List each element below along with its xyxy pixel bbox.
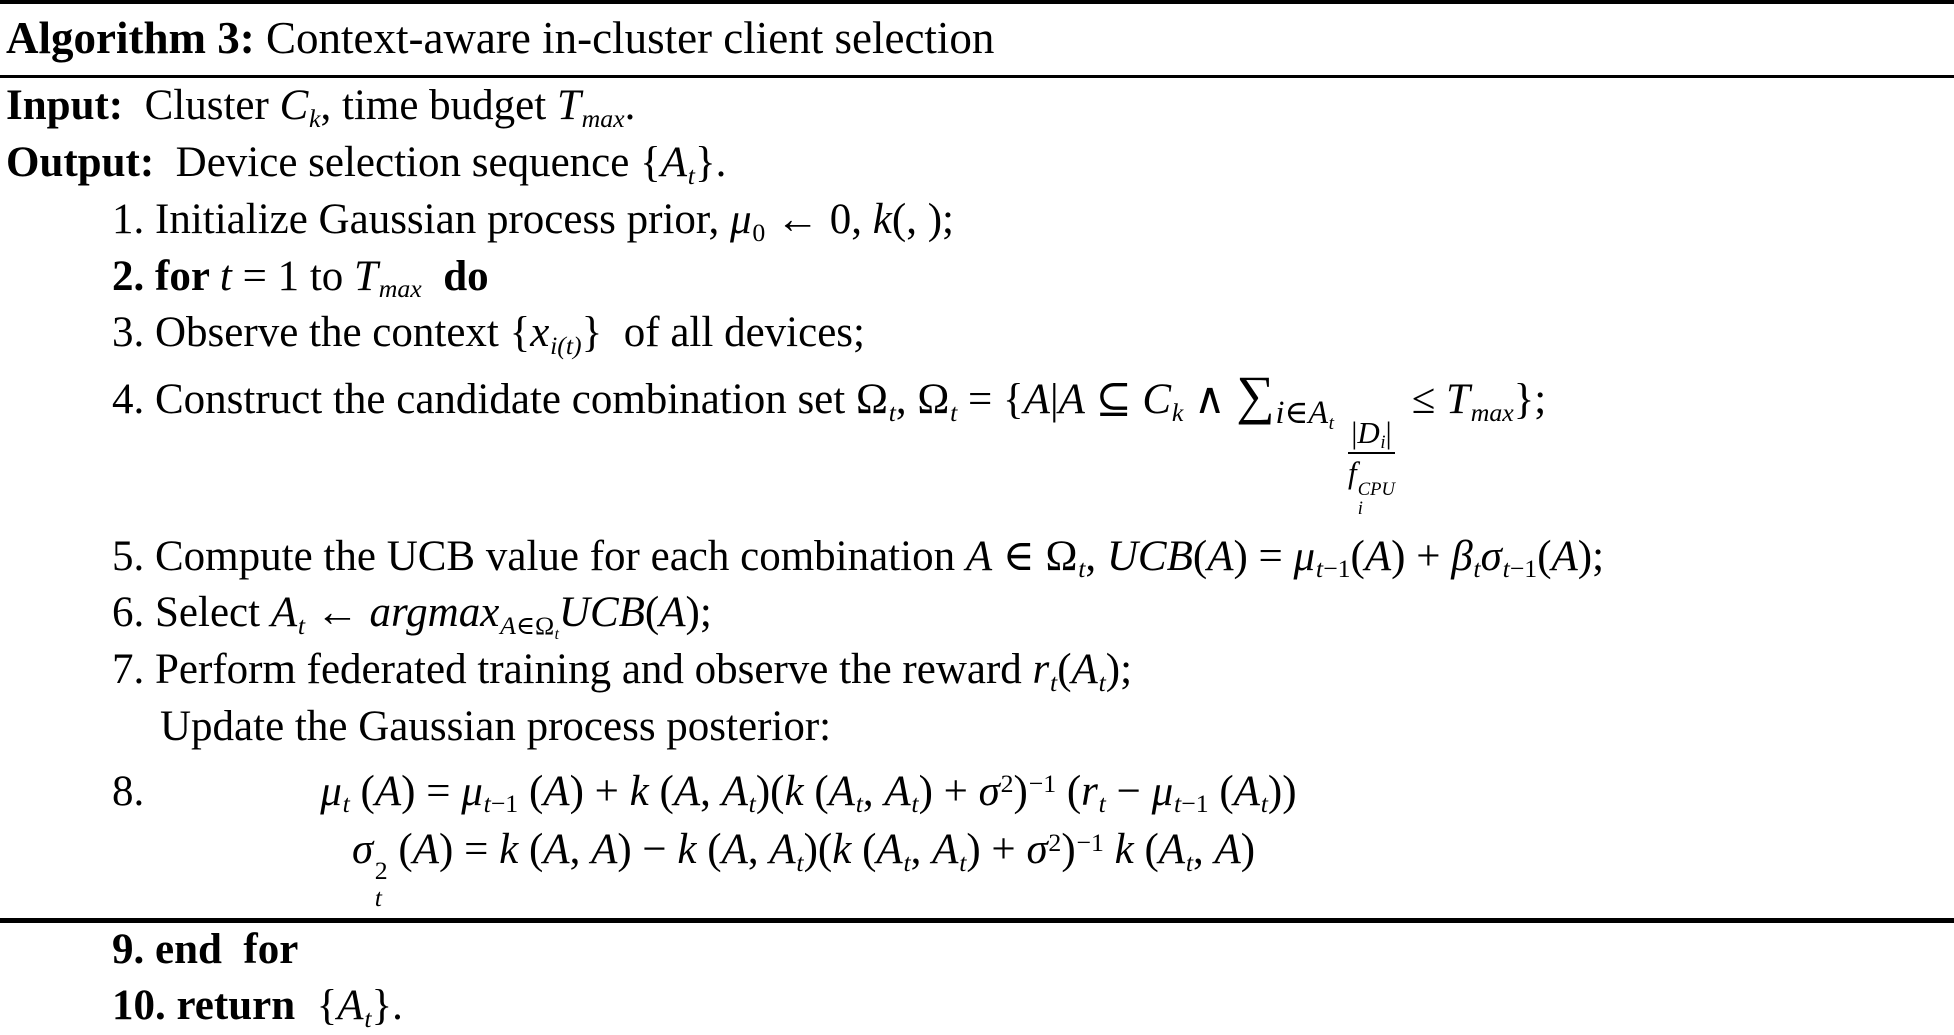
text-run: ( [1056,767,1082,815]
text-run: A [721,826,748,874]
text-run: f CPU i [1348,455,1395,520]
text-run: A [1207,532,1234,580]
text-run: i [1275,393,1285,430]
text-run: t [796,848,804,878]
text-run: Device selection sequence { [154,139,661,187]
text-run: CPU [1357,478,1395,500]
text-run: ) + [966,826,1027,874]
text-run: −1 [1076,827,1104,857]
text-run: ( [1350,532,1365,580]
step-3 [0,305,1954,362]
text-run: ) + [1391,532,1452,580]
text-run: Cluster [123,82,280,130]
superscript [1048,828,1061,857]
text-run: ( [387,826,413,874]
superscript [1358,480,1395,500]
text-run: t [1473,554,1481,584]
text-run: ) [1240,826,1256,874]
update-line [0,699,1954,756]
text-run: Tmax [556,82,625,134]
text-run: Tmax [1446,376,1514,427]
text-run: ( [1133,826,1159,874]
text-run: At [660,139,695,190]
subscript [343,789,350,818]
text-run: −1 [1181,789,1209,819]
subscript [1380,432,1385,453]
text-run: { [305,982,338,1030]
subscript [500,611,559,643]
text-run: rt [1032,646,1058,697]
subscript [582,104,625,133]
subscript [1078,554,1085,583]
text-run: ( [518,826,544,874]
text-run: ) = [1233,532,1294,580]
text-run: Context-aware in-cluster client selection [254,13,995,63]
text-run: , [747,826,770,874]
text-run: = 1 to [231,252,355,300]
step-7 [0,642,1954,699]
subscript [752,218,765,247]
text-run: k [499,826,519,874]
text-run: ) + [918,767,979,815]
fraction-denominator [1348,454,1395,519]
text-run: t [1502,554,1510,584]
text-run: )$^{-1}$ [1013,767,1057,815]
subscript [1099,789,1106,818]
text-run: ∈ [992,532,1046,580]
text-run: t [1315,554,1324,584]
text-run: )) [1267,767,1297,815]
text-run: . [624,82,636,130]
text-run: , [895,376,918,424]
text-run: A [1214,826,1241,874]
step-5 [0,529,1954,586]
superscript [1076,828,1103,857]
text-run: ∑i∈At [1236,365,1335,434]
text-run: Ck [1142,376,1184,427]
text-run: t [888,397,896,427]
text-run: k [629,767,649,815]
text-run: ( [696,826,722,874]
text-run: t [1078,554,1086,584]
step-1 [0,192,1954,249]
text-run: At [270,589,306,641]
subscript [911,789,918,818]
subscript [1186,848,1193,877]
text-run: A [412,826,440,874]
text-run: σ 2 t [352,826,388,913]
text-run: ); [685,589,712,637]
text-run: Tmax [354,252,422,304]
text-run: k [1171,397,1184,427]
text-run: −1 [1028,768,1057,798]
text-run: ) = [401,767,462,815]
text-run: ( [851,826,877,874]
text-run: ← 0, [765,195,873,243]
text-run: xi(t) [530,309,582,361]
step-6 [0,585,1954,642]
text-run: −1 [490,789,519,819]
text-run: t [950,397,958,427]
text-run: t [687,160,695,190]
text-run: max [1470,397,1514,427]
text-run: At [1071,646,1106,697]
text-run: μt−1 [1151,767,1209,819]
text-run: ∈ [515,611,535,641]
text-run: t [297,611,306,641]
text-run: Update the Gaussian process posterior: [160,702,832,750]
text-run: $\sigma^2$ [978,767,1014,815]
text-run: ( [1057,646,1072,694]
text-run: , [700,767,722,815]
text-run: ); [1105,646,1133,694]
text-run: k [677,826,697,874]
text-run: ≤ [1400,376,1446,424]
text-run: A [659,589,686,637]
subscript [1172,398,1183,427]
text-run: t [1185,848,1194,878]
text-run: At [1158,826,1194,878]
text-run: 0 [752,217,766,247]
text-run: At [876,826,911,878]
text-run: ( [803,767,829,815]
subscript [550,331,582,360]
subscript [959,848,966,877]
subscript [364,1004,371,1033]
text-run: UCB [558,589,645,637]
text-run: i(t) [550,331,582,361]
subscript [950,398,957,427]
text-run: Ωt [855,376,896,427]
text-run: ( [770,767,785,815]
text-run: At [1308,393,1335,434]
subscript [889,398,896,427]
text-run: −1 [1323,554,1351,584]
text-run: −1 [1509,554,1538,584]
text-run: t [1260,789,1268,819]
text-run: 2. for [112,252,220,300]
text-run: t [483,789,491,819]
text-run: A [1364,532,1392,580]
subscript [856,789,863,818]
text-run: UCB [1106,532,1193,580]
text-run: do [443,252,489,300]
subscript [484,789,519,818]
output-line [0,135,1954,192]
text-run: t [911,789,919,819]
text-run: ) [803,826,818,874]
text-run: | [1385,414,1392,450]
text-run: t [959,848,967,878]
subscript [1503,554,1538,583]
text-run: max [581,104,625,134]
text-run: ( [644,589,660,637]
text-run: 7. Perform federated training and observe the reward [112,646,1033,694]
text-run: | [1049,376,1059,424]
text-run: ← [305,589,370,637]
fraction-numerator [1348,415,1394,455]
text-run [422,253,444,300]
text-run: ( [349,767,375,815]
text-run: At [1233,767,1268,819]
text-run: ) [755,767,771,815]
step-8-eq-sigma [0,822,1954,921]
bottom-rule [0,918,1954,923]
text-run: t [855,789,863,819]
step-10 [0,978,1954,1035]
subscript [375,884,382,911]
text-run: ) + [569,767,630,815]
text-run: Algorithm 3: [6,13,255,63]
text-run: t [554,625,559,643]
text-run: argmaxA∈Ωt [369,589,559,643]
subscript [1050,668,1057,697]
text-run: A [500,611,516,641]
text-run: t [1173,789,1182,819]
subscript [1329,413,1334,434]
text-run: t [1328,412,1335,434]
subscript [1316,554,1351,583]
text-run: ∧ [1183,376,1237,424]
text-run: Input: [6,82,124,130]
text-run: k [872,195,892,243]
text-run: 4. Construct the candidate combination set [112,376,856,424]
text-run: }. [371,982,403,1030]
text-run: t [1098,667,1106,697]
text-run: t [342,789,350,819]
text-run: i [1380,432,1386,454]
superscript [1001,769,1014,798]
text-run: ( [648,767,674,815]
text-run: μt−1 [461,767,519,819]
text-run: A [543,767,570,815]
text-run: 2 [374,856,388,886]
text-run: A [1058,376,1085,424]
text-run: A [1551,532,1578,580]
subscript [1471,398,1514,427]
text-run: βt [1451,532,1481,584]
text-run: t [903,848,911,878]
text-run: i [1357,498,1363,520]
superscript [1029,769,1056,798]
text-run: k [784,767,804,815]
text-run: k [309,104,321,134]
text-run: Ωt [534,611,559,643]
text-run: ( [518,767,544,815]
text-run: max [378,274,422,304]
text-run: 9. end for [112,925,299,973]
text-run: t [374,883,382,913]
text-run: 2 [1000,768,1014,798]
text-run: ) − [617,826,678,874]
text-run: At [884,767,919,819]
text-run [1104,826,1115,873]
subscript [796,848,803,877]
text-run: }; [1513,376,1547,424]
text-run: | [1351,414,1358,450]
text-run: ⊆ [1084,376,1143,424]
text-run: , [862,767,885,815]
subscript [298,611,305,640]
text-run: A [965,532,993,580]
text-run: k [832,826,852,874]
text-run: rt [1081,767,1106,819]
text-run: ) = [439,826,500,874]
text-run: Ck [279,82,321,134]
fraction [1348,415,1395,519]
text-run: At [932,826,967,878]
text-run: At [721,767,756,819]
subscript [1261,789,1268,818]
superscript [375,857,388,884]
text-run: $\sigma^2$ [1026,826,1062,874]
algorithm-body [0,78,1954,1035]
text-run: , time budget [320,82,557,130]
text-run: At [769,826,804,878]
text-run: ( [817,826,833,874]
subscript [379,274,422,303]
text-run: μt [320,767,350,819]
text-run: = { [957,376,1024,424]
algorithm-title [0,4,1954,75]
step-9 [0,922,1954,979]
text-run: A [543,826,570,874]
text-run: Ωt [917,376,958,427]
text-run: k [1114,826,1134,874]
text-run: ); [1577,532,1605,580]
script-stack [375,857,388,911]
text-run: t [364,1004,372,1034]
text-run: }. [694,139,727,187]
text-run: } of all devices; [581,309,865,357]
text-run: t [1098,789,1106,819]
text-run: 1. Initialize Gaussian process prior, [112,195,731,243]
text-run: A [374,767,402,815]
text-run: , [1085,532,1107,580]
script-stack [1358,480,1395,519]
subscript [903,848,910,877]
text-run: At [828,767,863,819]
subscript [1174,789,1209,818]
step-8-eq-mu [0,756,1954,823]
text-run: ( [1208,767,1234,815]
text-run: Di [1357,414,1386,454]
text-run: )$^{-1}$ [1061,826,1104,874]
step-4 [0,362,1954,529]
text-run: 2 [1048,827,1062,857]
text-run: ( [1192,532,1208,580]
text-run: − [1105,767,1152,815]
text-run: A [591,826,618,874]
subscript [555,626,559,643]
text-run: t [1050,667,1058,697]
text-run: ∈ [1284,393,1309,430]
text-run: μ0 [730,195,766,247]
text-run: 6. Select [112,589,271,637]
subscript [1473,554,1480,583]
text-run: A [673,767,701,815]
text-run: , [910,826,933,874]
text-run: t [748,789,756,819]
subscript [749,789,756,818]
subscript [1099,668,1106,697]
text-run: 8. [112,767,145,815]
text-run: (, ); [891,195,954,243]
text-run: 3. Observe the context { [112,309,531,357]
text-run: 10. return [112,982,306,1030]
step-2 [0,249,1954,306]
text-run: ( [1537,532,1552,580]
text-run: μt−1 [1293,532,1351,584]
subscript [1358,499,1363,519]
text-run: , [569,826,592,874]
text-run: 5. Compute the UCB value for each combination [112,532,966,580]
text-run: Output: [6,139,155,187]
text-run: t [219,252,232,300]
text-run: , [1193,826,1215,874]
text-run: A [1023,376,1050,424]
text-run: Ωt [1045,532,1086,584]
input-line [0,78,1954,135]
subscript [309,104,320,133]
text-run: σt−1 [1480,532,1538,584]
subscript [688,161,695,190]
subscript [1275,393,1335,434]
text-run: At [337,982,372,1034]
